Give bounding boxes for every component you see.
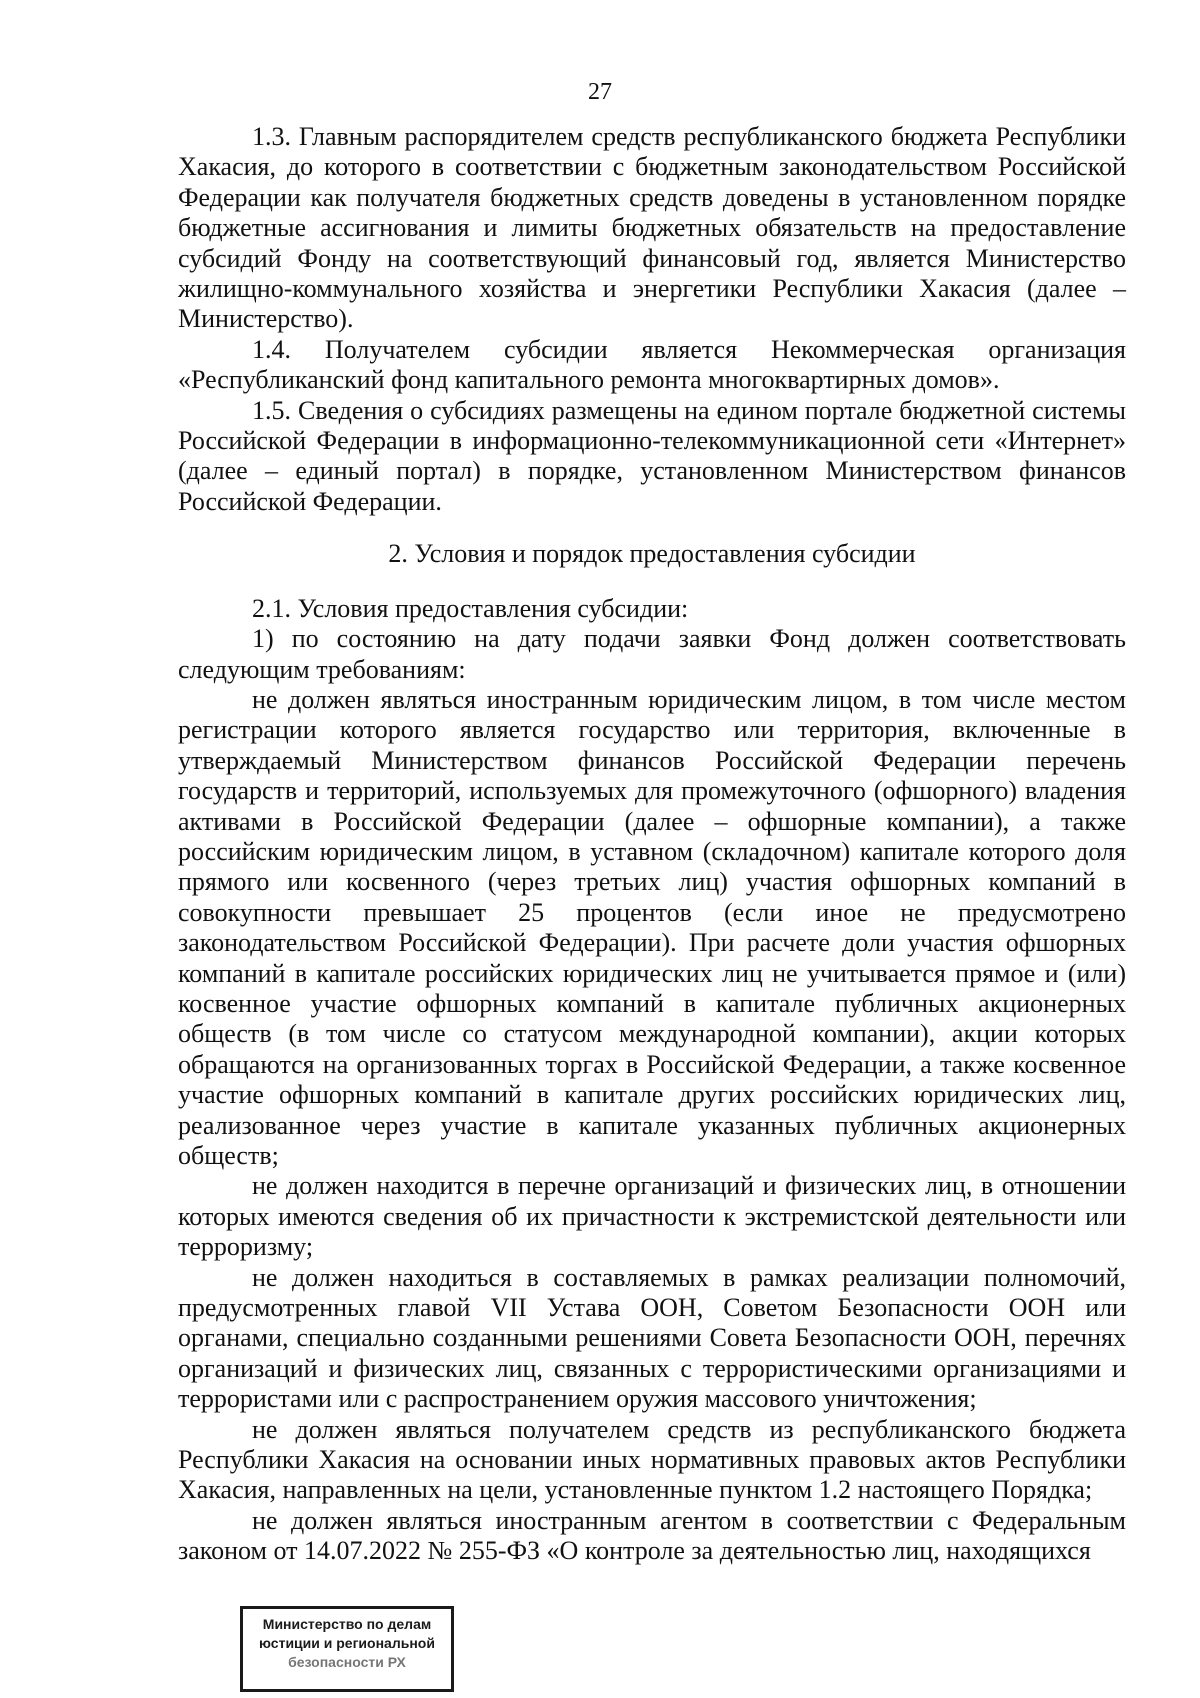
stamp-line-3: безопасности РХ	[288, 1654, 406, 1670]
stamp-line-2: юстиции и региональной	[259, 1635, 435, 1651]
document-body	[178, 122, 1126, 1567]
paragraph-1-4: 1.4. Получателем субсидии является Некоммерческая организация «Республиканский фонд капитального ремонта многоквартирных домов».	[178, 334, 1126, 395]
section-heading-2: 2. Условия и порядок предоставления субсидии	[388, 539, 916, 569]
stamp-line-1: Министерство по делам	[262, 1616, 432, 1632]
registration-stamp	[240, 1606, 454, 1692]
paragraph-requirement-foreign-agent: не должен являться иностранным агентом в соответствии с Федеральным законом от 14.07.2022 № 255-ФЗ «О контроле за деятельностью лиц, находящихся	[178, 1505, 1126, 1566]
paragraph-requirement-un-lists: не должен находиться в составляемых в рамках реализации полномочий, предусмотренных главой VII Устава ООН, Советом Безопасности ООН или органами, специально созданными решениями Совета Безопасности ООН, перечнях организаций и физических лиц, связанных с террористическими организациями и террористами или с распространением оружия массового уничтожения;	[178, 1262, 1126, 1414]
page-number: 27	[588, 79, 612, 105]
paragraph-requirement-extremism: не должен находится в перечне организаций и физических лиц, в отношении которых имеются сведения об их причастности к экстремистской деятельности или терроризму;	[178, 1171, 1126, 1262]
paragraph-requirement-offshore: не должен являться иностранным юридическим лицом, в том числе местом регистрации которого является государство или территория, включенные в утверждаемый Министерством финансов Российской Федерации перечень государств и территорий, используемых для промежуточного (офшорного) владения активами в Российской Федерации (далее – офшорные компании), а также российским юридическим лицом, в уставном (складочном) капитале которого доля прямого или косвенного (через третьих лиц) участия офшорных компаний в совокупности превышает 25 процентов (если иное не предусмотрено законодательством Российской Федерации). При расчете доли участия офшорных компаний в капитале российских юридических лиц не учитывается прямое и (или) косвенное участие офшорных компаний в капитале публичных акционерных обществ (в том числе со статусом международной компании), акции которых обращаются на организованных торгах в Российской Федерации, а также косвенное участие офшорных компаний в капитале других российских юридических лиц, реализованное через участие в капитале указанных публичных акционерных обществ;	[178, 684, 1126, 1170]
paragraph-1-5: 1.5. Сведения о субсидиях размещены на едином портале бюджетной системы Российской Федерации в информационно-телекоммуникационной сети «Интернет» (далее – единый портал) в порядке, установленном Министерством финансов Российской Федерации.	[178, 395, 1126, 516]
paragraph-condition-1: 1) по состоянию на дату подачи заявки Фонд должен соответствовать следующим требованиям:	[178, 624, 1126, 684]
paragraph-2-1: 2.1. Условия предоставления субсидии:	[252, 593, 689, 623]
paragraph-requirement-other-funds: не должен являться получателем средств из республиканского бюджета Республики Хакасия на основании иных нормативных правовых актов Республики Хакасия, направленных на цели, установленные пунктом 1.2 настоящего Порядка;	[178, 1414, 1126, 1505]
paragraph-1-3: 1.3. Главным распорядителем средств республиканского бюджета Республики Хакасия, до которого в соответствии с бюджетным законодательством Российской Федерации как получателя бюджетных средств доведены в установленном порядке бюджетные ассигнования и лимиты бюджетных обязательств на предоставление субсидий Фонду на соответствующий финансовый год, является Министерство жилищно-коммунального хозяйства и энергетики Республики Хакасия (далее – Министерство).	[178, 122, 1126, 334]
